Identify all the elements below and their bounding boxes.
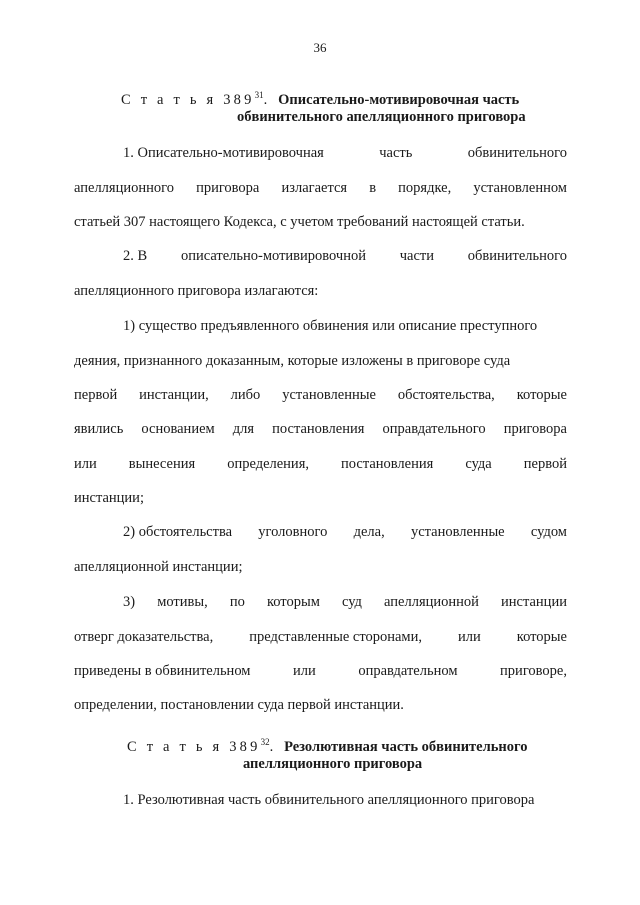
text-line — [74, 283, 567, 303]
text-segment: апелляционной — [384, 594, 479, 610]
text-segment: суд — [341, 594, 362, 610]
article-dot: . — [269, 739, 274, 755]
text-segment: обвинительного — [467, 145, 567, 161]
text-line — [123, 248, 567, 268]
text-segment: 3) — [123, 594, 136, 610]
text-line — [74, 663, 567, 683]
text-line — [74, 456, 567, 476]
text-segment: установленные — [410, 524, 505, 540]
text-segment: 2. В — [123, 248, 148, 264]
text-segment: 2) обстоятельства — [123, 524, 233, 540]
text-segment: приговора — [196, 180, 260, 196]
text-segment: обвинительного — [467, 248, 567, 264]
text-segment: апелляционного — [74, 180, 174, 196]
text-segment: которые — [516, 387, 567, 403]
text-segment: 1. Описательно-мотивировочная — [123, 145, 324, 161]
article-title-line-2: обвинительного апелляционного приговора — [237, 109, 526, 125]
text-segment: часть — [379, 145, 413, 161]
text-segment: обстоятельства, — [397, 387, 495, 403]
text-segment: инстанции, — [139, 387, 209, 403]
text-segment: первой — [523, 456, 567, 472]
text-segment: для — [232, 421, 255, 437]
text-segment: 1) существо предъявленного обвинения или описание преступного — [123, 318, 538, 334]
text-line — [74, 559, 567, 579]
text-line — [74, 387, 567, 407]
article-title-line-2: апелляционного приговора — [243, 756, 423, 772]
text-line — [74, 490, 567, 510]
text-segment: апелляционного приговора излагаются: — [74, 283, 319, 299]
text-segment: уголовного — [258, 524, 328, 540]
text-segment: или — [293, 663, 316, 679]
text-segment: или — [74, 456, 97, 472]
text-segment: основанием — [141, 421, 215, 437]
text-segment: судом — [530, 524, 567, 540]
text-line — [74, 353, 567, 373]
text-line — [123, 594, 567, 614]
article-label: С т а т ь я 389 — [121, 92, 255, 108]
text-segment: которым — [266, 594, 320, 610]
text-segment: порядке, — [398, 180, 452, 196]
text-segment: излагается — [281, 180, 348, 196]
text-segment: 1. Резолютивная часть обвинительного апелляционного приговора — [123, 792, 535, 808]
text-line — [123, 145, 567, 165]
text-segment: либо — [230, 387, 261, 403]
text-line — [74, 180, 567, 200]
text-segment: статьей 307 настоящего Кодекса, с учетом требований настоящей статьи. — [74, 214, 525, 230]
text-segment: приговоре, — [500, 663, 567, 679]
text-segment: по — [229, 594, 245, 610]
text-segment: инстанции; — [74, 490, 144, 506]
text-segment: постановления — [272, 421, 365, 437]
article-title-line-1: Описательно-мотивировочная часть — [278, 92, 520, 108]
text-line — [74, 214, 567, 234]
text-segment: установленном — [473, 180, 567, 196]
text-segment: представленные сторонами, — [249, 629, 422, 645]
text-segment: приговора — [503, 421, 567, 437]
text-segment: определении, постановлении суда первой инстанции. — [74, 697, 404, 713]
text-segment: первой — [74, 387, 118, 403]
text-segment: отверг доказательства, — [74, 629, 214, 645]
text-segment: части — [399, 248, 434, 264]
article-title-line-1: Резолютивная часть обвинительного — [284, 739, 528, 755]
text-segment: в — [369, 180, 377, 196]
text-segment: суда — [465, 456, 492, 472]
text-segment: приведены в обвинительном — [74, 663, 251, 679]
text-segment: определения, — [227, 456, 309, 472]
text-line — [74, 697, 567, 717]
text-segment: оправдательного — [382, 421, 486, 437]
text-segment: которые — [516, 629, 567, 645]
page-number: 36 — [313, 40, 327, 55]
text-segment: постановления — [341, 456, 434, 472]
text-segment: апелляционной инстанции; — [74, 559, 243, 575]
article-dot: . — [263, 92, 268, 108]
text-segment: деяния, признанного доказанным, которые изложены в приговоре суда — [74, 353, 511, 369]
text-line — [123, 792, 567, 812]
text-line — [74, 629, 567, 649]
article-label: С т а т ь я 389 — [127, 739, 261, 755]
text-segment: оправдательном — [358, 663, 458, 679]
text-segment: мотивы, — [157, 594, 208, 610]
text-segment: явились — [74, 421, 124, 437]
text-segment: вынесения — [128, 456, 196, 472]
text-segment: описательно-мотивировочной — [180, 248, 366, 264]
article-number-sup: 32 — [260, 737, 270, 747]
text-segment: установленные — [282, 387, 376, 403]
text-segment: или — [458, 629, 481, 645]
text-line — [74, 421, 567, 441]
article-number-sup: 31 — [254, 90, 264, 100]
text-line — [123, 318, 567, 338]
text-segment: инстанции — [501, 594, 567, 610]
text-segment: дела, — [353, 524, 385, 540]
text-line — [123, 524, 567, 544]
